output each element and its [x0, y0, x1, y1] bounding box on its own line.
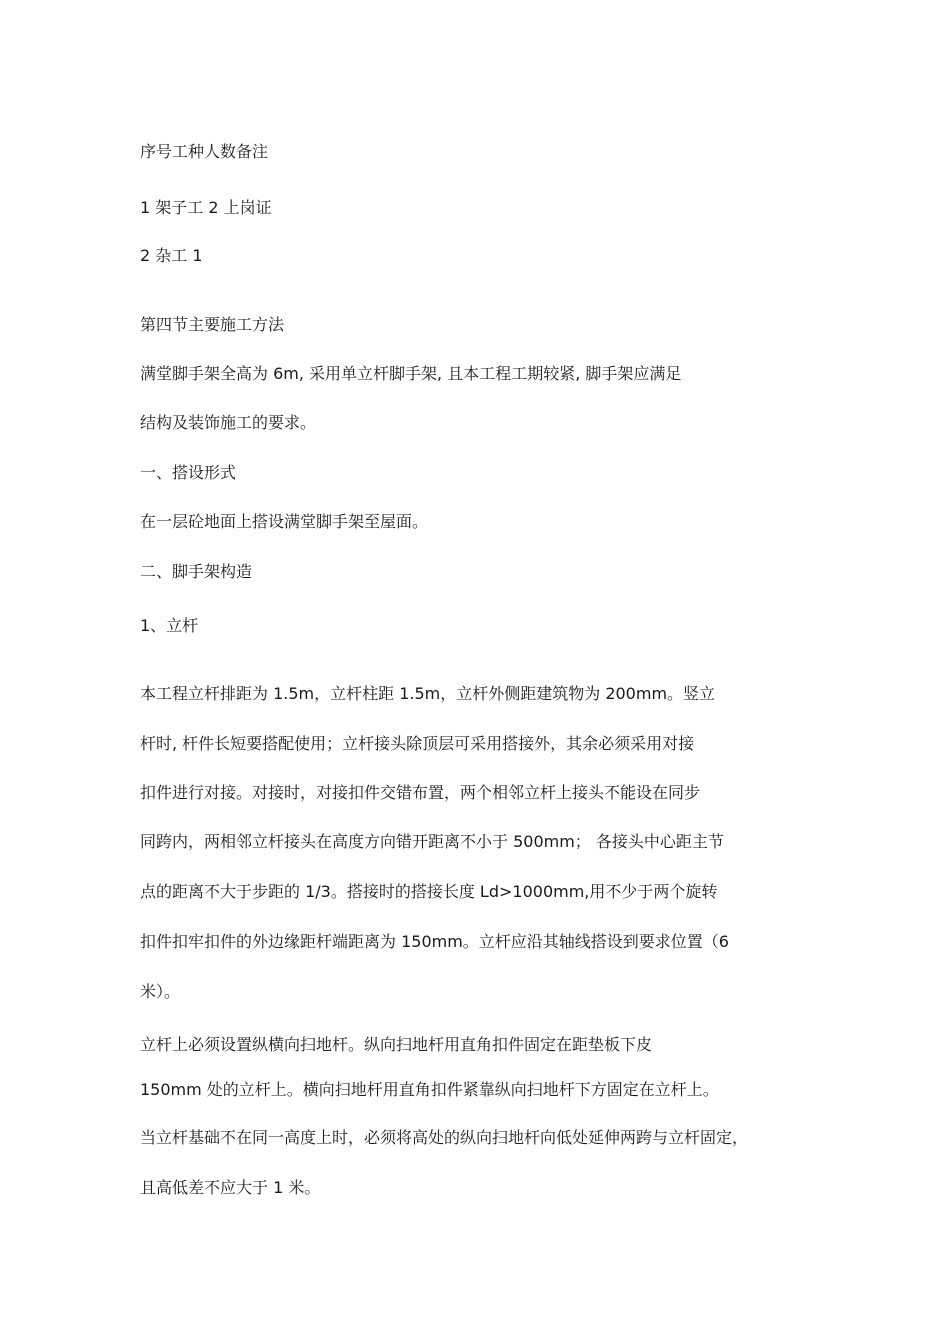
table-row-1: 1 架子工 2 上岗证: [140, 198, 272, 217]
paragraph-line: 当立杆基础不在同一高度上时，必须将高处的纵向扫地杆向低处延伸两跨与立杆固定，: [140, 1128, 749, 1147]
paragraph-line: 在一层砼地面上搭设满堂脚手架至屋面。: [140, 512, 429, 531]
paragraph-line: 满堂脚手架全高为 6m, 采用单立杆脚手架, 且本工程工期较紧, 脚手架应满足: [140, 364, 682, 383]
paragraph-line: 同跨内，两相邻立杆接头在高度方向错开距离不小于 500mm； 各接头中心距主节: [140, 832, 724, 851]
paragraph-line: 且高低差不应大于 1 米。: [140, 1178, 321, 1197]
paragraph-line: 点的距离不大于步距的 1/3。搭接时的搭接长度 Ld>1000mm,用不少于两个旋转: [140, 882, 718, 901]
paragraph-line: 150mm 处的立杆上。横向扫地杆用直角扣件紧靠纵向扫地杆下方固定在立杆上。: [140, 1080, 719, 1099]
paragraph-line: 扣件扣牢扣件的外边缘距杆端距离为 150mm。立杆应沿其轴线搭设到要求位置（6: [140, 932, 729, 951]
paragraph-line: 米）。: [140, 982, 181, 1001]
subheading-scaffold-structure: 二、脚手架构造: [140, 562, 253, 581]
table-header-line: 序号工种人数备注: [140, 142, 269, 161]
paragraph-line: 杆时, 杆件长短要搭配使用；立杆接头除顶层可采用搭接外，其余必须采用对接: [140, 734, 695, 753]
paragraph-line: 结构及装饰施工的要求。: [140, 413, 317, 432]
paragraph-line: 立杆上必须设置纵横向扫地杆。纵向扫地杆用直角扣件固定在距垫板下皮: [140, 1035, 653, 1054]
paragraph-line: 扣件进行对接。对接时，对接扣件交错布置，两个相邻立杆上接头不能设在同步: [140, 783, 701, 802]
subheading-setup-form: 一、搭设形式: [140, 463, 237, 482]
paragraph-line: 本工程立杆排距为 1.5m，立杆柱距 1.5m，立杆外侧距建筑物为 200mm。竖立: [140, 684, 716, 703]
section-heading: 第四节主要施工方法: [140, 315, 285, 334]
table-row-2: 2 杂工 1: [140, 246, 203, 265]
subheading-upright-pole: 1、立杆: [140, 616, 199, 635]
